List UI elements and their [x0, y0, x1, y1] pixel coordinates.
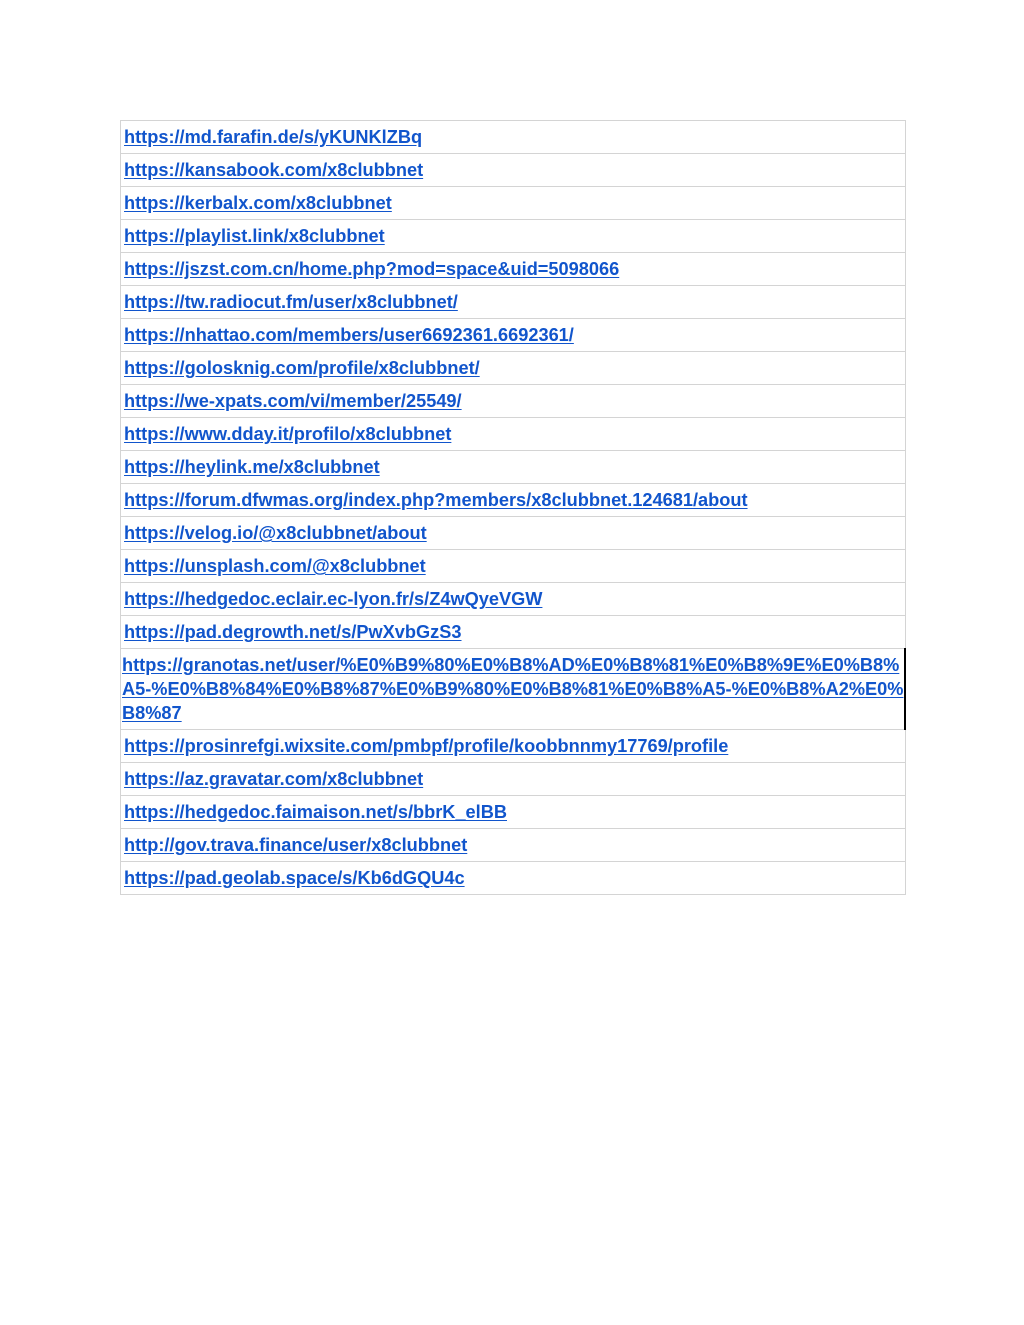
- table-cell: [121, 862, 906, 895]
- link[interactable]: https://playlist.link/x8clubbnet: [124, 226, 385, 246]
- table-row: [121, 517, 906, 550]
- table-cell: [121, 121, 906, 154]
- table-row: [121, 829, 906, 862]
- table-cell: [121, 484, 906, 517]
- link[interactable]: https://www.dday.it/profilo/x8clubbnet: [124, 424, 452, 444]
- table-row: [121, 796, 906, 829]
- table-row: [121, 451, 906, 484]
- table-cell: [121, 352, 906, 385]
- link[interactable]: http://gov.trava.finance/user/x8clubbnet: [124, 835, 468, 855]
- link[interactable]: https://velog.io/@x8clubbnet/about: [124, 523, 427, 543]
- table-row: [121, 319, 906, 352]
- link[interactable]: https://jszst.com.cn/home.php?mod=space&uid=5098066: [124, 259, 620, 279]
- links-table: [120, 120, 906, 895]
- table-row: [121, 730, 906, 763]
- link[interactable]: https://nhattao.com/members/user6692361.6692361/: [124, 325, 574, 345]
- table-row: [121, 649, 906, 730]
- link[interactable]: https://pad.geolab.space/s/Kb6dGQU4c: [124, 868, 465, 888]
- table-cell: [121, 730, 906, 763]
- table-cell: [121, 451, 906, 484]
- table-row: [121, 484, 906, 517]
- table-cell: [121, 187, 906, 220]
- link[interactable]: https://hedgedoc.eclair.ec-lyon.fr/s/Z4wQyeVGW: [124, 589, 543, 609]
- link[interactable]: https://kansabook.com/x8clubbnet: [124, 160, 424, 180]
- table-row: [121, 286, 906, 319]
- link[interactable]: https://unsplash.com/@x8clubbnet: [124, 556, 426, 576]
- table-cell: [121, 154, 906, 187]
- link[interactable]: https://forum.dfwmas.org/index.php?members/x8clubbnet.124681/about: [124, 490, 748, 510]
- link[interactable]: https://az.gravatar.com/x8clubbnet: [124, 769, 424, 789]
- link[interactable]: https://pad.degrowth.net/s/PwXvbGzS3: [124, 622, 462, 642]
- link[interactable]: https://prosinrefgi.wixsite.com/pmbpf/profile/koobbnnmy17769/profile: [124, 736, 729, 756]
- link[interactable]: https://golosknig.com/profile/x8clubbnet/: [124, 358, 480, 378]
- table-row: [121, 121, 906, 154]
- table-row: [121, 862, 906, 895]
- table-cell: [121, 286, 906, 319]
- table-row: [121, 550, 906, 583]
- table-row: [121, 253, 906, 286]
- table-cell: [121, 550, 906, 583]
- table-row: [121, 418, 906, 451]
- table-cell: [121, 385, 906, 418]
- table-row: [121, 385, 906, 418]
- table-row: [121, 583, 906, 616]
- table-cell: [121, 418, 906, 451]
- table-cell: [121, 517, 906, 550]
- table-cell: [121, 616, 906, 649]
- link[interactable]: https://tw.radiocut.fm/user/x8clubbnet/: [124, 292, 458, 312]
- table-row: [121, 616, 906, 649]
- table-cell: [121, 319, 906, 352]
- table-cell: [121, 829, 906, 862]
- links-table-body: [121, 121, 906, 895]
- table-cell-selected[interactable]: [121, 649, 906, 730]
- table-row: [121, 763, 906, 796]
- link[interactable]: https://md.farafin.de/s/yKUNKlZBq: [124, 127, 423, 147]
- table-cell: [121, 220, 906, 253]
- link[interactable]: https://granotas.net/user/%E0%B9%80%E0%B8%AD%E0%B8%81%E0%B8%9E%E0%B8%A5-%E0%B8%84%E0%B8%87%E0%B9%80%E0%B8%81%E0%B8%A5-%E0%B8%A2%E0%B8%87: [122, 655, 904, 723]
- table-cell: [121, 583, 906, 616]
- table-cell: [121, 253, 906, 286]
- table-row: [121, 187, 906, 220]
- link[interactable]: https://hedgedoc.faimaison.net/s/bbrK_elBB: [124, 802, 507, 822]
- table-row: [121, 220, 906, 253]
- link[interactable]: https://we-xpats.com/vi/member/25549/: [124, 391, 462, 411]
- link[interactable]: https://heylink.me/x8clubbnet: [124, 457, 380, 477]
- table-cell: [121, 796, 906, 829]
- link[interactable]: https://kerbalx.com/x8clubbnet: [124, 193, 392, 213]
- table-cell: [121, 763, 906, 796]
- table-row: [121, 154, 906, 187]
- table-row: [121, 352, 906, 385]
